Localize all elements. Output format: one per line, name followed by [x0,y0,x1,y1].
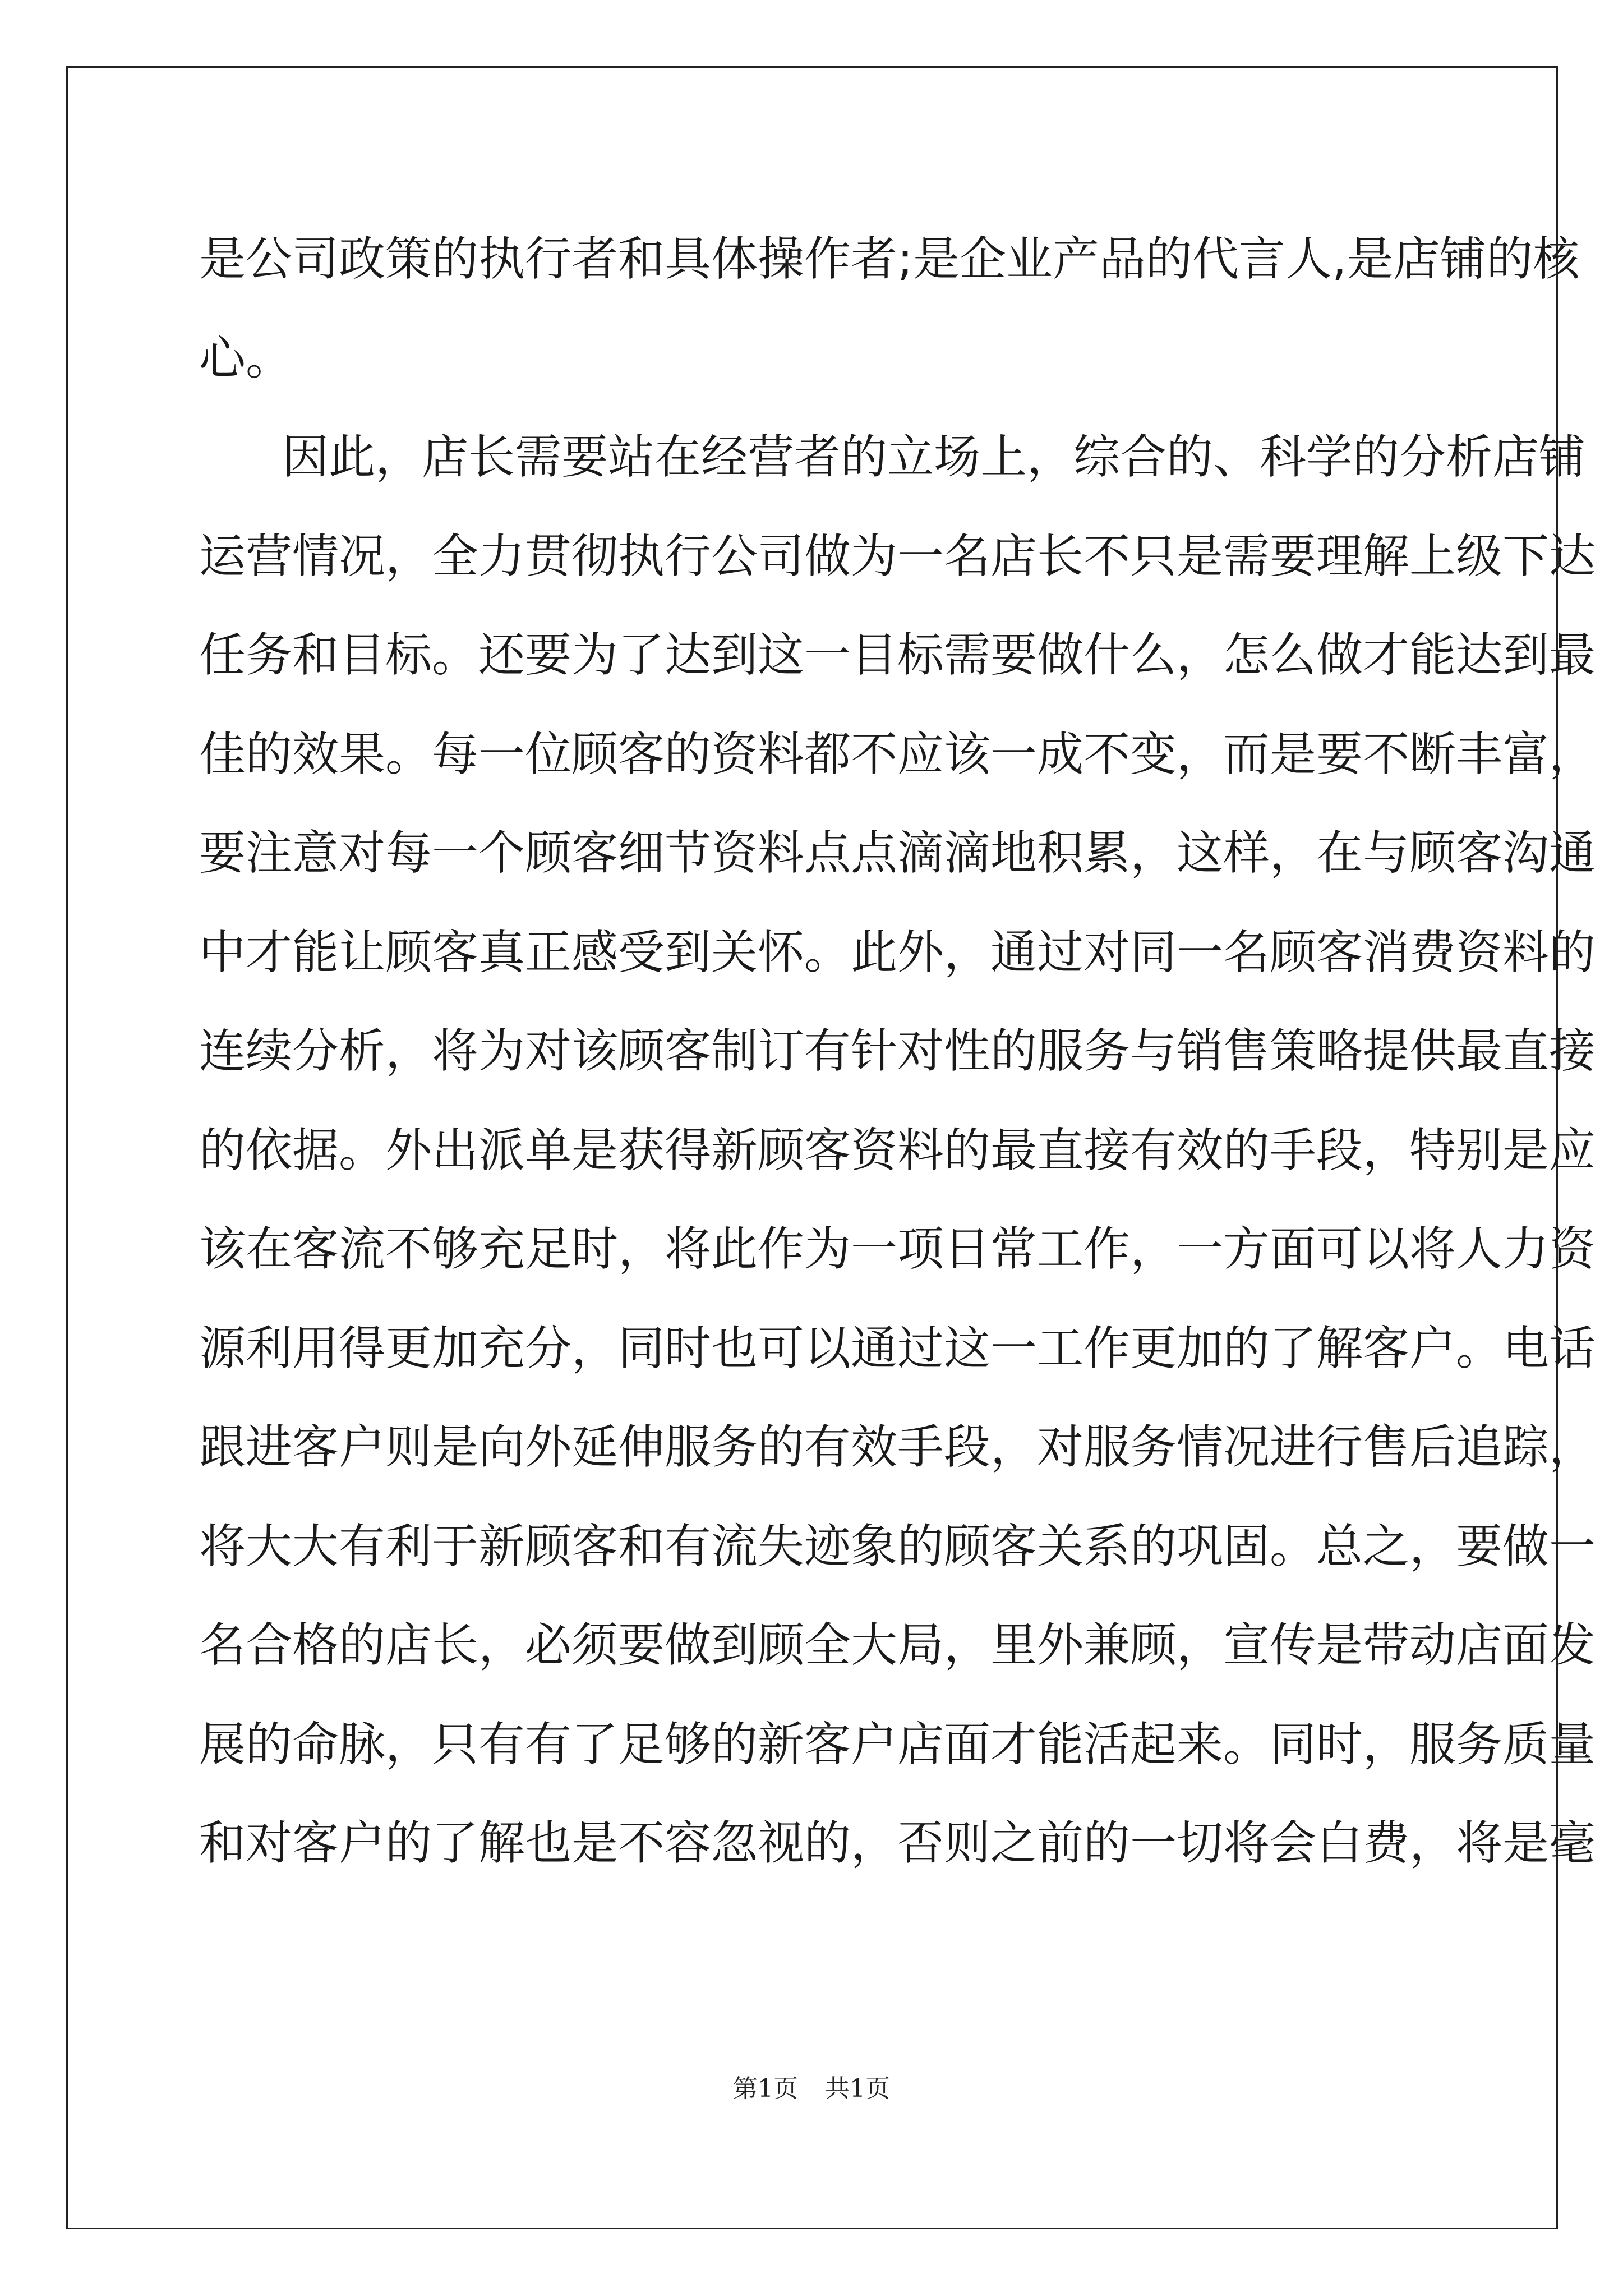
page-total: 共1页 [825,2074,890,2103]
page-number: 第1页 [733,2074,798,2103]
text-line: 源利用得更加充分，同时也可以通过这一工作更加的了解客户。电话 [199,1320,1596,1375]
text-line: 该在客流不够充足时，将此作为一项日常工作，一方面可以将人力资 [199,1222,1596,1276]
document-body [199,210,1596,1893]
text-line: 连续分析，将为对该顾客制订有针对性的服务与销售策略提供最直接 [199,1024,1596,1078]
text-line: 心。 [199,330,292,385]
text-line: 佳的效果。每一位顾客的资料都不应该一成不变，而是要不断丰富， [199,726,1596,781]
text-line: 中才能让顾客真正感受到关怀。此外，通过对同一名顾客消费资料的 [199,924,1596,979]
paragraph-first-line: 因此，店长需要站在经营者的立场上，综合的、科学的分析店铺 [282,430,1585,484]
text-line: 将大大有利于新顾客和有流失迹象的顾客关系的巩固。总之，要做一 [199,1519,1596,1573]
text-line: 的依据。外出派单是获得新顾客资料的最直接有效的手段，特别是应 [199,1122,1596,1177]
text-line: 是公司政策的执行者和具体操作者;是企业产品的代言人,是店铺的核 [199,232,1580,286]
page-footer [0,2072,1623,2106]
text-line: 名合格的店长，必须要做到顾全大局，里外兼顾，宣传是带动店面发 [199,1618,1596,1672]
text-line: 要注意对每一个顾客细节资料点点滴滴地积累，这样，在与顾客沟通 [199,826,1596,880]
text-line: 运营情况，全力贯彻执行公司做为一名店长不只是需要理解上级下达 [199,528,1596,583]
text-line: 和对客户的了解也是不容忽视的，否则之前的一切将会白费，将是毫 [199,1816,1596,1870]
text-line: 跟进客户则是向外延伸服务的有效手段，对服务情况进行售后追踪， [199,1420,1596,1474]
text-line: 展的命脉，只有有了足够的新客户店面才能活起来。同时，服务质量 [199,1717,1596,1772]
text-line: 任务和目标。还要为了达到这一目标需要做什么，怎么做才能达到最 [199,628,1596,682]
